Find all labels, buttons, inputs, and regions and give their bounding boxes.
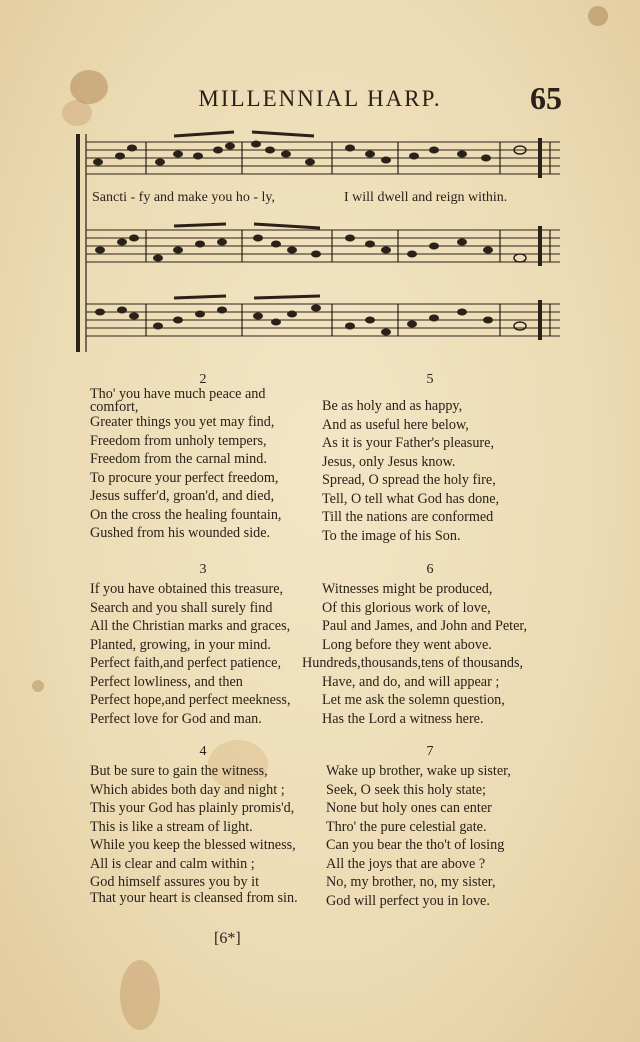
verse-line: None but holy ones can enter (326, 800, 492, 816)
paper-stain (32, 680, 44, 692)
verse-line: Paul and James, and John and Peter, (322, 618, 528, 634)
verse-line: Can you bear the tho't of losing (326, 837, 505, 853)
verse-line: Thro' the pure celestial gate. (326, 818, 487, 835)
verse-line: Long before they went above. (322, 636, 492, 653)
verse-number: 5 (426, 372, 434, 387)
verse-line: To procure your perfect freedom, (90, 469, 279, 486)
verse-line: Gushed from his wounded side. (90, 525, 271, 541)
verse-line: But be sure to gain the witness, (90, 763, 268, 779)
verse-4 (90, 762, 312, 917)
verse-line: Search and you shall surely find (90, 599, 273, 616)
paper-stain (120, 960, 160, 1030)
music-lyric-left: Sancti - fy and make you ho - ly, (92, 190, 275, 205)
verse-line: As it is your Father's pleasure, (322, 435, 494, 451)
verse-7 (326, 762, 511, 910)
verse-line: Jesus, only Jesus know. (322, 453, 456, 470)
verse-3 (90, 580, 291, 728)
verse-6 (302, 580, 528, 728)
verse-line: Spread, O spread the holy fire, (322, 472, 496, 488)
verse-line: Perfect lowliness, and then (90, 673, 243, 690)
verse-line: On the cross the healing fountain, (90, 506, 282, 523)
verse-line: Seek, O seek this holy state; (326, 781, 486, 798)
verse-2 (90, 388, 300, 543)
page-title: MILLENNIAL HARP. (198, 86, 442, 111)
verse-line: Hundreds,thousands,tens of thousands, (302, 655, 524, 671)
verse-line: Till the nations are conformed (322, 509, 494, 525)
verse-line: Has the Lord a witness here. (322, 710, 484, 727)
verse-line: Greater things you yet may find, (90, 414, 275, 430)
music-score (70, 126, 570, 356)
verse-line: God will perfect you in love. (326, 892, 490, 909)
verse-line: That your heart is cleansed from sin. (90, 889, 298, 906)
verse-line: All is clear and calm within ; (90, 855, 255, 872)
verse-number: 2 (199, 372, 207, 387)
verse-line: While you keep the blessed witness, (90, 837, 296, 853)
verse-line: God himself assures you by it (90, 874, 260, 890)
verse-line: Freedom from the carnal mind. (90, 451, 267, 467)
signature-mark: [6*] (214, 930, 241, 947)
verse-line: All the joys that are above ? (326, 855, 486, 872)
verse-line: Wake up brother, wake up sister, (326, 763, 511, 779)
verse-5 (322, 397, 499, 545)
page-number: 65 (530, 80, 562, 116)
verse-line: To the image of his Son. (322, 527, 461, 544)
paper-stain (588, 6, 608, 26)
verse-line: Be as holy and as happy, (322, 398, 463, 414)
music-lyric-right: I will dwell and reign within. (344, 190, 508, 205)
verse-number: 6 (426, 562, 434, 577)
verse-number: 4 (199, 744, 207, 759)
verse-line: Tell, O tell what God has done, (322, 490, 500, 507)
verse-line: Perfect love for God and man. (90, 710, 262, 727)
verse-line: Planted, growing, in your mind. (90, 636, 271, 653)
verse-line: Which abides both day and night ; (90, 781, 285, 798)
verse-line: If you have obtained this treasure, (90, 581, 284, 597)
verse-line: Jesus suffer'd, groan'd, and died, (90, 488, 275, 504)
verse-line: Have, and do, and will appear ; (322, 673, 500, 690)
verse-line: Of this glorious work of love, (322, 599, 491, 616)
verse-line: No, my brother, no, my sister, (326, 874, 496, 890)
verse-number: 7 (426, 744, 434, 759)
verse-line: This your God has plainly promis'd, (90, 800, 295, 816)
verse-line: And as useful here below, (322, 416, 469, 433)
verse-line: Perfect faith,and perfect patience, (90, 655, 282, 671)
verse-line: Let me ask the solemn question, (322, 692, 505, 708)
verse-line: Tho' you have much peace and comfort, (90, 386, 266, 415)
verse-number: 3 (199, 562, 207, 577)
verse-line: Witnesses might be produced, (322, 581, 493, 597)
verse-line: This is like a stream of light. (90, 818, 253, 835)
verse-line: Perfect hope,and perfect meekness, (90, 692, 291, 708)
verse-line: Freedom from unholy tempers, (90, 432, 267, 449)
verse-line: All the Christian marks and graces, (90, 618, 291, 634)
